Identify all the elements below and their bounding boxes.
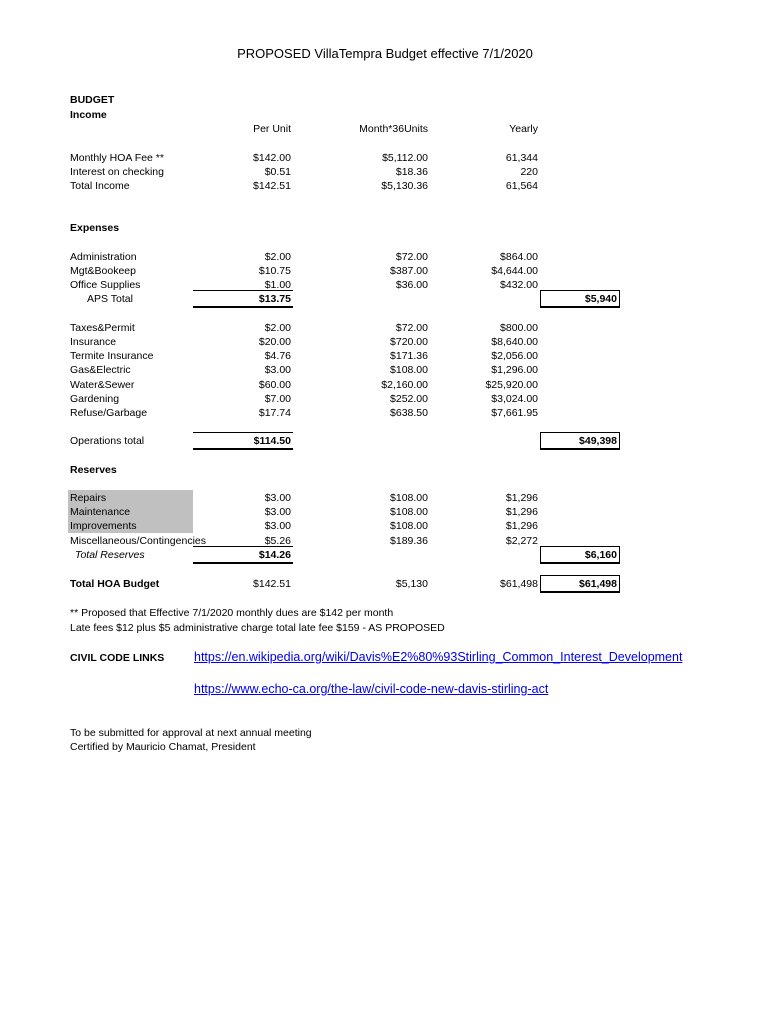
expenses-heading: Expenses bbox=[70, 222, 120, 234]
total-double-rule bbox=[193, 562, 293, 564]
note-late-fees: Late fees $12 plus $5 administrative charge total late fee $159 - AS PROPOSED bbox=[70, 622, 445, 634]
per-unit-cell: $142.00 bbox=[253, 152, 291, 164]
month-cell: $2,160.00 bbox=[381, 379, 428, 391]
footer-approval: To be submitted for approval at next annual meeting bbox=[70, 727, 312, 739]
col-header-yearly: Yearly bbox=[509, 123, 538, 135]
subtotal-rule bbox=[193, 432, 293, 433]
per-unit-cell: $2.00 bbox=[264, 251, 291, 263]
subtotal-rule bbox=[540, 546, 619, 547]
civil-code-label: CIVIL CODE LINKS bbox=[70, 652, 165, 664]
footer-certified: Certified by Mauricio Chamat, President bbox=[70, 741, 256, 753]
aps-total-value: $5,940 bbox=[584, 293, 617, 305]
operations-total-value: $49,398 bbox=[579, 435, 617, 447]
subtotal-rule bbox=[540, 432, 619, 433]
reserves-total-per-unit: $14.26 bbox=[258, 549, 291, 561]
month-cell: $5,112.00 bbox=[382, 152, 428, 164]
yearly-cell: $7,661.95 bbox=[491, 407, 538, 419]
subtotal-rule bbox=[540, 290, 619, 291]
per-unit-cell: $0.51 bbox=[264, 166, 291, 178]
reserves-heading: Reserves bbox=[70, 464, 117, 476]
total-double-rule bbox=[540, 562, 620, 564]
month-cell: $72.00 bbox=[395, 251, 428, 263]
row-label: Refuse/Garbage bbox=[70, 407, 148, 419]
yearly-cell: $2,272 bbox=[505, 535, 538, 547]
income-heading: Income bbox=[70, 109, 107, 121]
yearly-cell: $800.00 bbox=[500, 322, 538, 334]
yearly-cell: 61,344 bbox=[505, 152, 538, 164]
total-double-rule bbox=[540, 448, 620, 450]
subtotal-rule bbox=[540, 575, 619, 576]
yearly-cell: $864.00 bbox=[500, 251, 538, 263]
per-unit-cell: $3.00 bbox=[264, 492, 291, 504]
yearly-cell: $8,640.00 bbox=[491, 336, 538, 348]
month-cell: $108.00 bbox=[390, 492, 428, 504]
row-label: Gas&Electric bbox=[70, 364, 131, 376]
row-label: Taxes&Permit bbox=[70, 322, 135, 334]
month-cell: $108.00 bbox=[390, 364, 428, 376]
row-label: Water&Sewer bbox=[70, 379, 135, 391]
hoa-total-yearly: $61,498 bbox=[500, 578, 538, 590]
yearly-cell: $2,056.00 bbox=[491, 350, 538, 362]
subtotal-rule bbox=[193, 546, 293, 547]
aps-total-per-unit: $13.75 bbox=[258, 293, 291, 305]
page-title: PROPOSED VillaTempra Budget effective 7/1/2020 bbox=[237, 46, 533, 61]
total-box-right-border bbox=[619, 290, 620, 307]
row-label: Interest on checking bbox=[70, 166, 164, 178]
month-cell: $5,130.36 bbox=[381, 180, 428, 192]
row-label: Administration bbox=[70, 251, 137, 263]
yearly-cell: $432.00 bbox=[500, 279, 538, 291]
per-unit-cell: $1.00 bbox=[264, 279, 291, 291]
total-double-rule bbox=[540, 306, 620, 308]
per-unit-cell: $142.51 bbox=[253, 180, 291, 192]
yearly-cell: $25,920.00 bbox=[485, 379, 538, 391]
note-dues: ** Proposed that Effective 7/1/2020 monthly dues are $142 per month bbox=[70, 607, 394, 619]
echo-ca-link[interactable]: https://www.echo-ca.org/the-law/civil-code-new-davis-stirling-act bbox=[194, 682, 549, 696]
total-box-right-border bbox=[619, 432, 620, 449]
aps-total-label: APS Total bbox=[87, 293, 133, 305]
per-unit-cell: $3.00 bbox=[264, 520, 291, 532]
per-unit-cell: $7.00 bbox=[264, 393, 291, 405]
month-cell: $252.00 bbox=[390, 393, 428, 405]
row-label: Gardening bbox=[70, 393, 120, 405]
operations-total-per-unit: $114.50 bbox=[253, 435, 291, 447]
month-cell: $108.00 bbox=[390, 520, 428, 532]
per-unit-cell: $4.76 bbox=[264, 350, 291, 362]
total-double-rule bbox=[540, 591, 620, 593]
reserves-total-label: Total Reserves bbox=[75, 549, 145, 561]
hoa-total-label: Total HOA Budget bbox=[70, 578, 160, 590]
month-cell: $108.00 bbox=[390, 506, 428, 518]
hoa-total-month: $5,130 bbox=[395, 578, 428, 590]
per-unit-cell: $60.00 bbox=[258, 379, 291, 391]
row-label: Insurance bbox=[70, 336, 117, 348]
yearly-cell: 220 bbox=[520, 166, 538, 178]
month-cell: $720.00 bbox=[390, 336, 428, 348]
row-label: Improvements bbox=[70, 520, 137, 532]
total-double-rule bbox=[193, 448, 293, 450]
per-unit-cell: $3.00 bbox=[264, 364, 291, 376]
yearly-cell: $1,296.00 bbox=[491, 364, 538, 376]
budget-heading: BUDGET bbox=[70, 94, 115, 106]
yearly-cell: $1,296 bbox=[505, 520, 538, 532]
col-header-per-unit: Per Unit bbox=[253, 123, 291, 135]
per-unit-cell: $5.26 bbox=[264, 535, 291, 547]
hoa-total-value: $61,498 bbox=[579, 578, 617, 590]
per-unit-cell: $17.74 bbox=[258, 407, 291, 419]
row-label: Termite Insurance bbox=[70, 350, 154, 362]
month-cell: $387.00 bbox=[390, 265, 428, 277]
reserves-total-value: $6,160 bbox=[584, 549, 617, 561]
total-double-rule bbox=[193, 306, 293, 308]
per-unit-cell: $2.00 bbox=[264, 322, 291, 334]
row-label: Total Income bbox=[70, 180, 130, 192]
row-label: Maintenance bbox=[70, 506, 131, 518]
row-label: Miscellaneous/Contingencies bbox=[70, 535, 206, 547]
col-header-month: Month*36Units bbox=[359, 123, 428, 135]
hoa-total-per-unit: $142.51 bbox=[253, 578, 291, 590]
month-cell: $638.50 bbox=[390, 407, 428, 419]
month-cell: $171.36 bbox=[390, 350, 428, 362]
month-cell: $36.00 bbox=[395, 279, 428, 291]
wikipedia-link[interactable]: https://en.wikipedia.org/wiki/Davis%E2%80%93Stirling_Common_Interest_Development bbox=[194, 650, 683, 664]
per-unit-cell: $20.00 bbox=[258, 336, 291, 348]
yearly-cell: $4,644.00 bbox=[491, 265, 538, 277]
per-unit-cell: $10.75 bbox=[258, 265, 291, 277]
row-label: Mgt&Bookeep bbox=[70, 265, 136, 277]
operations-total-label: Operations total bbox=[70, 435, 145, 447]
total-box-right-border bbox=[619, 546, 620, 563]
month-cell: $72.00 bbox=[395, 322, 428, 334]
yearly-cell: $1,296 bbox=[505, 506, 538, 518]
per-unit-cell: $3.00 bbox=[264, 506, 291, 518]
row-label: Office Supplies bbox=[70, 279, 141, 291]
yearly-cell: 61,564 bbox=[505, 180, 538, 192]
subtotal-rule bbox=[193, 290, 293, 291]
row-label: Repairs bbox=[70, 492, 107, 504]
month-cell: $18.36 bbox=[395, 166, 428, 178]
total-box-right-border bbox=[619, 575, 620, 592]
yearly-cell: $3,024.00 bbox=[491, 393, 538, 405]
month-cell: $189.36 bbox=[390, 535, 428, 547]
yearly-cell: $1,296 bbox=[505, 492, 538, 504]
row-label: Monthly HOA Fee ** bbox=[70, 152, 164, 164]
